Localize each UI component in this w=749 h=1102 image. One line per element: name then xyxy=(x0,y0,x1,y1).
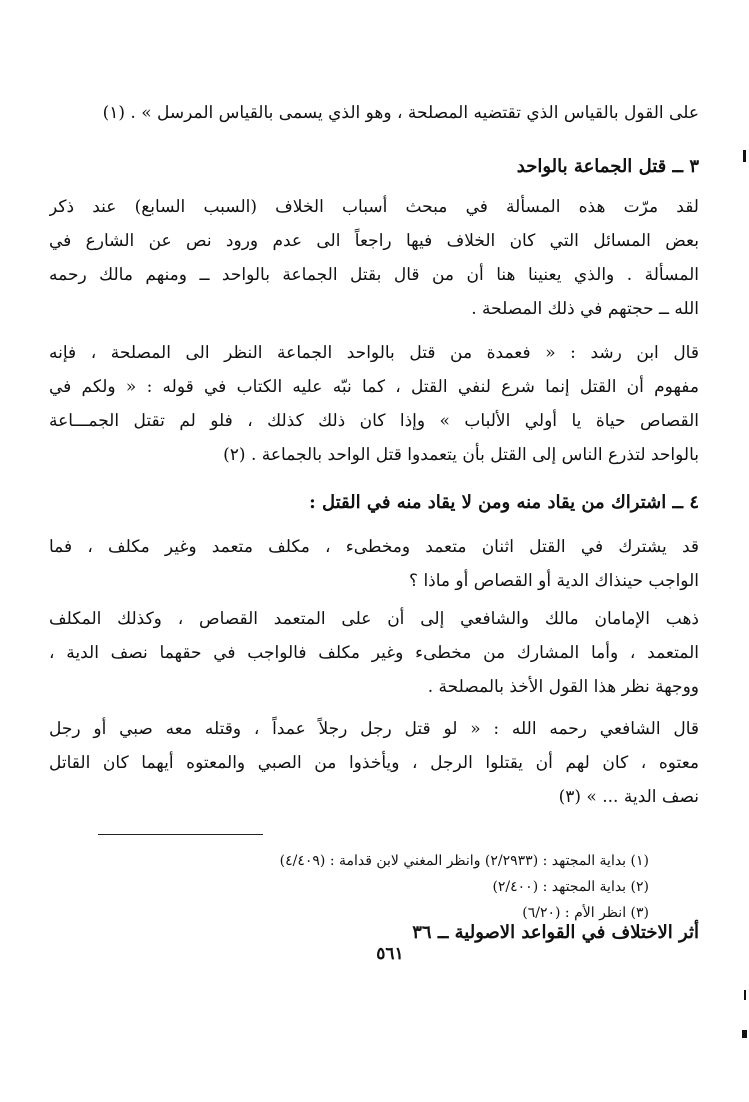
text-line: على القول بالقياس الذي تقتضيه المصلحة ، وهو الذي يسمى بالقياس المرسل » . (١) xyxy=(102,103,699,123)
section-3-paragraph-1 xyxy=(49,190,699,326)
text-line: ووجهة نظر هذا القول الأخذ بالمصلحة . xyxy=(427,677,699,697)
section-4-paragraph-2 xyxy=(49,602,699,704)
text-line: الله ــ حجتهم في ذلك المصلحة . xyxy=(471,299,699,319)
footnote: (١) بداية المجتهد : (٢/٢٩٣٣) وانظر المغني لابن قدامة : (٤/٤٠٩) xyxy=(279,853,649,869)
section-4-paragraph-3 xyxy=(49,712,699,814)
text-line: المسألة . والذي يعنينا هنا أن من قال بقتل الجماعة بالواحد ــ ومنهم مالك رحمه xyxy=(49,265,699,285)
scan-edge-mark xyxy=(743,150,746,162)
text-line: قال ابن رشد : « فعمدة من قتل بالواحد الجماعة النظر الى المصلحة ، فإنه xyxy=(49,343,699,363)
footnote: (٢) بداية المجتهد : (٢/٤٠٠) xyxy=(492,879,649,895)
text-line: المتعمد ، وأما المشارك من مخطىء وغير مكلف فالواجب في حقهما نصف الدية ، xyxy=(49,643,699,663)
intro-paragraph xyxy=(49,96,699,130)
text-line: معتوه ، كان لهم أن يقتلوا الرجل ، ويأخذوا من الصبي والمعتوه أيهما كان القاتل xyxy=(49,753,699,773)
text-line: لقد مرّت هذه المسألة في مبحث أسباب الخلاف (السبب السابع) عند ذكر xyxy=(49,197,699,217)
section-3-paragraph-2 xyxy=(49,336,699,472)
section-4-heading: ٤ ــ اشتراك من يقاد منه ومن لا يقاد منه في القتل : xyxy=(309,492,699,513)
scan-edge-mark xyxy=(744,990,746,1000)
page-number: ٥٦١ xyxy=(376,944,404,964)
text-line: بالواحد لتذرع الناس إلى القتل بأن يتعمدوا قتل الواحد بالجماعة . (٢) xyxy=(223,445,699,465)
footnote: (٣) انظر الأم : (٦/٢٠) xyxy=(522,905,649,921)
text-line: نصف الدية ... » (٣) xyxy=(558,787,699,807)
running-header: أثر الاختلاف في القواعد الاصولية ــ ٣٦ xyxy=(412,922,699,943)
scan-edge-mark xyxy=(742,1030,747,1038)
text-line: الواجب حينذاك الدية أو القصاص أو ماذا ؟ xyxy=(409,571,699,591)
text-line: قال الشافعي رحمه الله : « لو قتل رجل رجلاً عمداً ، وقتله معه صبي أو رجل xyxy=(49,719,699,739)
section-3-heading: ٣ ــ قتل الجماعة بالواحد xyxy=(516,156,699,177)
text-line: مفهوم أن القتل إنما شرع لنفي القتل ، كما نبّه عليه الكتاب في قوله : « ولكم في xyxy=(49,377,699,397)
text-line: قد يشترك في القتل اثنان متعمد ومخطىء ، مكلف متعمد وغير مكلف ، فما xyxy=(49,537,699,557)
text-line: القصاص حياة يا أولي الألباب » وإذا كان ذلك كذلك ، فلو لم تقتل الجمـــاعة xyxy=(49,411,699,431)
section-4-paragraph-1 xyxy=(49,530,699,598)
footnotes xyxy=(89,848,649,926)
text-line: ذهب الإمامان مالك والشافعي إلى أن على المتعمد القصاص ، وكذلك المكلف xyxy=(49,609,699,629)
footnote-separator xyxy=(98,834,263,835)
text-line: بعض المسائل التي كان الخلاف فيها راجعاً الى عدم ورود نص عن الشارع في xyxy=(49,231,699,251)
